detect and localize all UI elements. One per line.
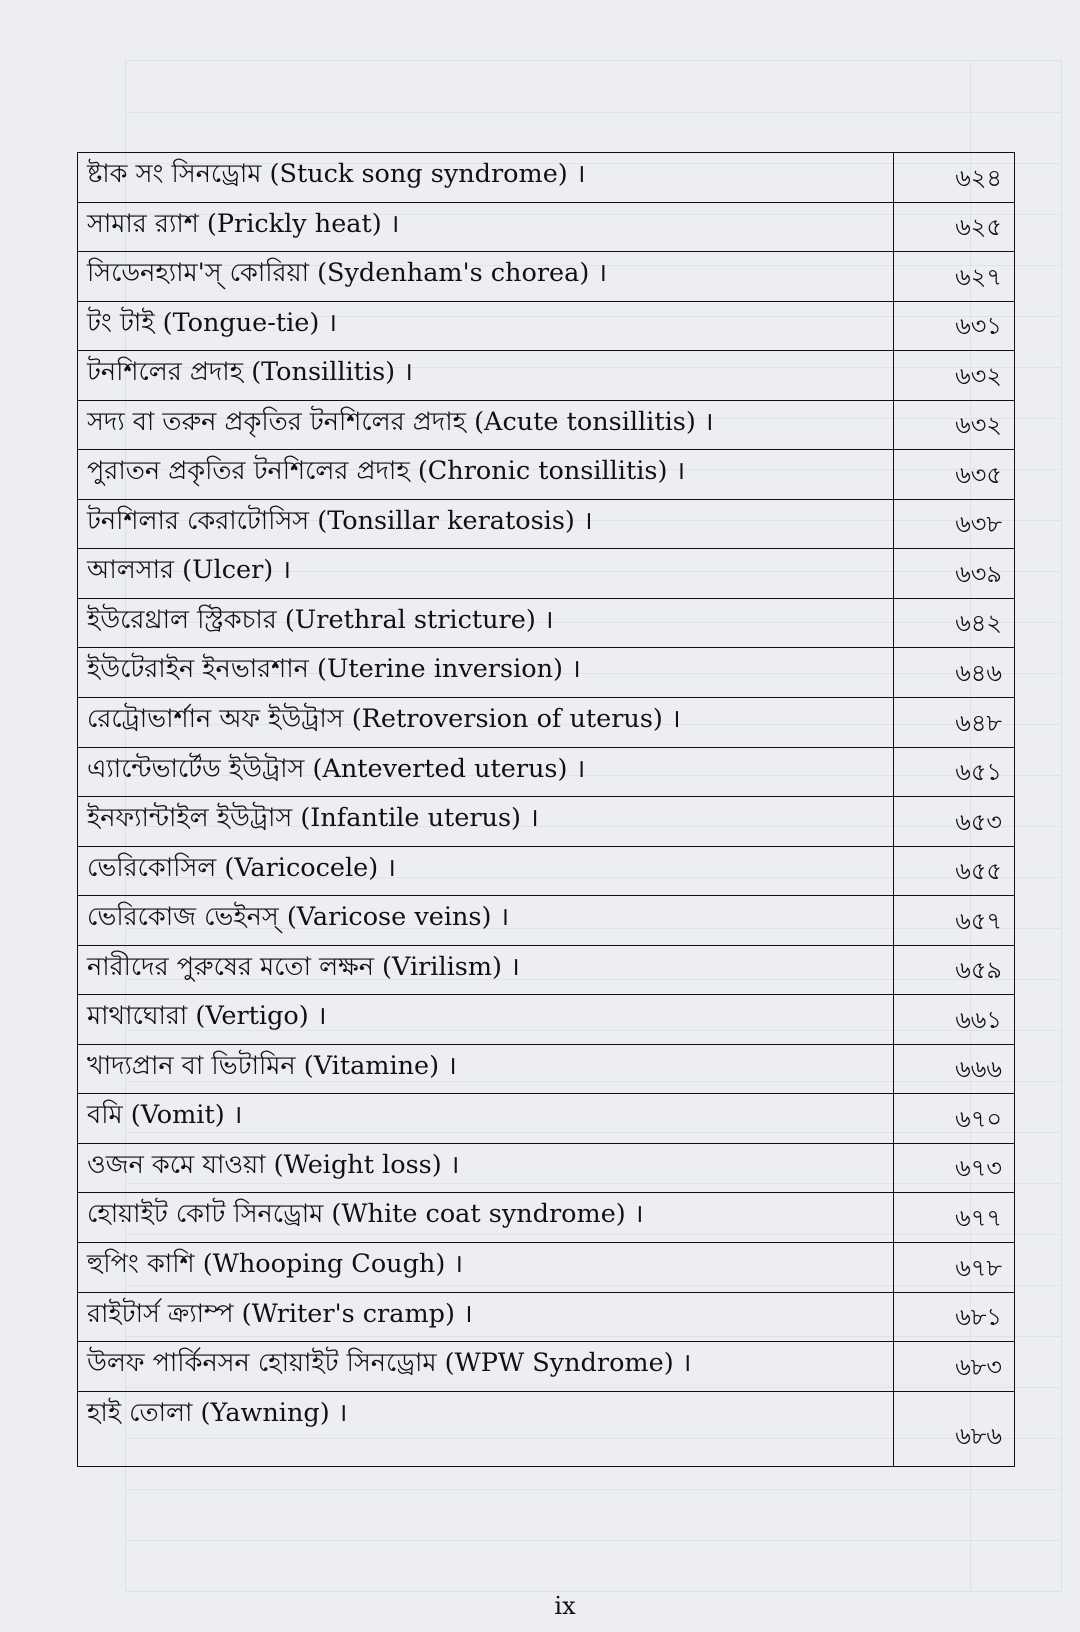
toc-row bbox=[78, 995, 1014, 1045]
toc-row bbox=[78, 599, 1014, 649]
toc-entry-title: ইনফ্যান্টাইল ইউট্রাস (Infantile uterus) । bbox=[78, 797, 894, 846]
toc-row bbox=[78, 946, 1014, 996]
toc-row bbox=[78, 549, 1014, 599]
toc-entry-title: টং টাই (Tongue-tie) । bbox=[78, 302, 894, 351]
toc-entry-page: ৬৮৩ bbox=[955, 1352, 1002, 1381]
toc-row bbox=[78, 847, 1014, 897]
toc-row bbox=[78, 896, 1014, 946]
toc-entry-title: ওজন কমে যাওয়া (Weight loss) । bbox=[78, 1144, 894, 1193]
toc-entry-title: ষ্টাক সং সিনড্রোম (Stuck song syndrome) । bbox=[78, 153, 894, 202]
toc-entry-page: ৬২৫ bbox=[955, 213, 1002, 242]
toc-entry-title: ইউরেথ্রাল স্ট্রিকচার (Urethral stricture) । bbox=[78, 599, 894, 648]
toc-entry-title: হুপিং কাশি (Whooping Cough) । bbox=[78, 1243, 894, 1292]
toc-entry-title: নারীদের পুরুষের মতো লক্ষন (Virilism) । bbox=[78, 946, 894, 995]
page-number: ix bbox=[554, 1592, 576, 1620]
table-of-contents bbox=[77, 152, 1015, 1467]
toc-row bbox=[78, 450, 1014, 500]
toc-entry-title: ভেরিকোসিল (Varicocele) । bbox=[78, 847, 894, 896]
toc-entry-page: ৬৬১ bbox=[955, 1005, 1002, 1034]
toc-entry-title: রাইটার্স ক্র্যাম্প (Writer's cramp) । bbox=[78, 1293, 894, 1342]
toc-entry-page: ৬৫৫ bbox=[955, 857, 1002, 886]
toc-row bbox=[78, 203, 1014, 253]
toc-row bbox=[78, 153, 1014, 203]
toc-row bbox=[78, 401, 1014, 451]
toc-row bbox=[78, 648, 1014, 698]
toc-row bbox=[78, 1342, 1014, 1392]
toc-entry-page: ৬৭৭ bbox=[955, 1204, 1002, 1233]
toc-entry-page: ৬৬৬ bbox=[955, 1055, 1002, 1084]
toc-row bbox=[78, 252, 1014, 302]
toc-entry-title: টনশিলের প্রদাহ (Tonsillitis) । bbox=[78, 351, 894, 400]
toc-entry-page: ৬৩২ bbox=[955, 361, 1002, 390]
toc-entry-title: ইউটেরাইন ইনভারশান (Uterine inversion) । bbox=[78, 648, 894, 697]
toc-entry-title: পুরাতন প্রকৃতির টনশিলের প্রদাহ (Chronic tonsillitis) । bbox=[78, 450, 894, 499]
toc-entry-title: হোয়াইট কোট সিনড্রোম (White coat syndrome) । bbox=[78, 1193, 894, 1242]
toc-row bbox=[78, 748, 1014, 798]
toc-entry-page: ৬৭৩ bbox=[955, 1154, 1002, 1183]
toc-entry-page: ৬৩৫ bbox=[955, 460, 1002, 489]
toc-entry-page: ৬৩৯ bbox=[955, 559, 1002, 588]
toc-entry-page: ৬৫১ bbox=[955, 758, 1002, 787]
toc-entry-page: ৬৪৮ bbox=[955, 708, 1002, 737]
toc-entry-page: ৬৭৮ bbox=[955, 1253, 1002, 1282]
toc-entry-page: ৬৪২ bbox=[955, 609, 1002, 638]
toc-entry-title: উলফ পার্কিনসন হোয়াইট সিনড্রোম (WPW Syndrome) । bbox=[78, 1342, 894, 1391]
toc-entry-title: খাদ্যপ্রান বা ভিটামিন (Vitamine) । bbox=[78, 1045, 894, 1094]
toc-entry-page: ৬৭০ bbox=[955, 1104, 1002, 1133]
toc-row bbox=[78, 797, 1014, 847]
toc-entry-title: হাই তোলা (Yawning) । bbox=[78, 1392, 894, 1466]
toc-entry-title: বমি (Vomit) । bbox=[78, 1094, 894, 1143]
toc-row bbox=[78, 1144, 1014, 1194]
toc-entry-title: টনশিলার কেরাটোসিস (Tonsillar keratosis) । bbox=[78, 500, 894, 549]
toc-row bbox=[78, 1045, 1014, 1095]
toc-entry-title: এ্যান্টেভার্টেড ইউট্রাস (Anteverted uterus) । bbox=[78, 748, 894, 797]
toc-row bbox=[78, 500, 1014, 550]
toc-entry-page: ৬৩৮ bbox=[955, 510, 1002, 539]
toc-entry-title: রেট্রোভার্শান অফ ইউট্রাস (Retroversion of uterus) । bbox=[78, 698, 894, 747]
toc-entry-page: ৬৫৯ bbox=[955, 956, 1002, 985]
toc-row bbox=[78, 698, 1014, 748]
toc-row bbox=[78, 1243, 1014, 1293]
toc-entry-page: ৬৮১ bbox=[955, 1303, 1002, 1332]
toc-entry-title: ভেরিকোজ ভেইনস্ (Varicose veins) । bbox=[78, 896, 894, 945]
toc-entry-page: ৬৩২ bbox=[955, 411, 1002, 440]
toc-row bbox=[78, 302, 1014, 352]
toc-entry-page: ৬৪৬ bbox=[955, 659, 1002, 688]
toc-entry-title: সদ্য বা তরুন প্রকৃতির টনশিলের প্রদাহ (Acute tonsillitis) । bbox=[78, 401, 894, 450]
toc-row bbox=[78, 1094, 1014, 1144]
toc-row bbox=[78, 351, 1014, 401]
toc-entry-page: ৬৮৬ bbox=[955, 1421, 1002, 1450]
toc-row bbox=[78, 1293, 1014, 1343]
toc-entry-page: ৬২৪ bbox=[955, 163, 1002, 192]
toc-entry-title: সামার র‍্যাশ (Prickly heat) । bbox=[78, 203, 894, 252]
toc-entry-page: ৬২৭ bbox=[955, 262, 1002, 291]
toc-row bbox=[78, 1193, 1014, 1243]
toc-entry-title: সিডেনহ্যাম'স্ কোরিয়া (Sydenham's chorea) । bbox=[78, 252, 894, 301]
toc-row bbox=[78, 1392, 1014, 1466]
toc-entry-page: ৬৩১ bbox=[955, 312, 1002, 341]
toc-entry-page: ৬৫৭ bbox=[955, 906, 1002, 935]
toc-entry-page: ৬৫৩ bbox=[955, 807, 1002, 836]
toc-entry-title: মাথাঘোরা (Vertigo) । bbox=[78, 995, 894, 1044]
toc-entry-title: আলসার (Ulcer) । bbox=[78, 549, 894, 598]
